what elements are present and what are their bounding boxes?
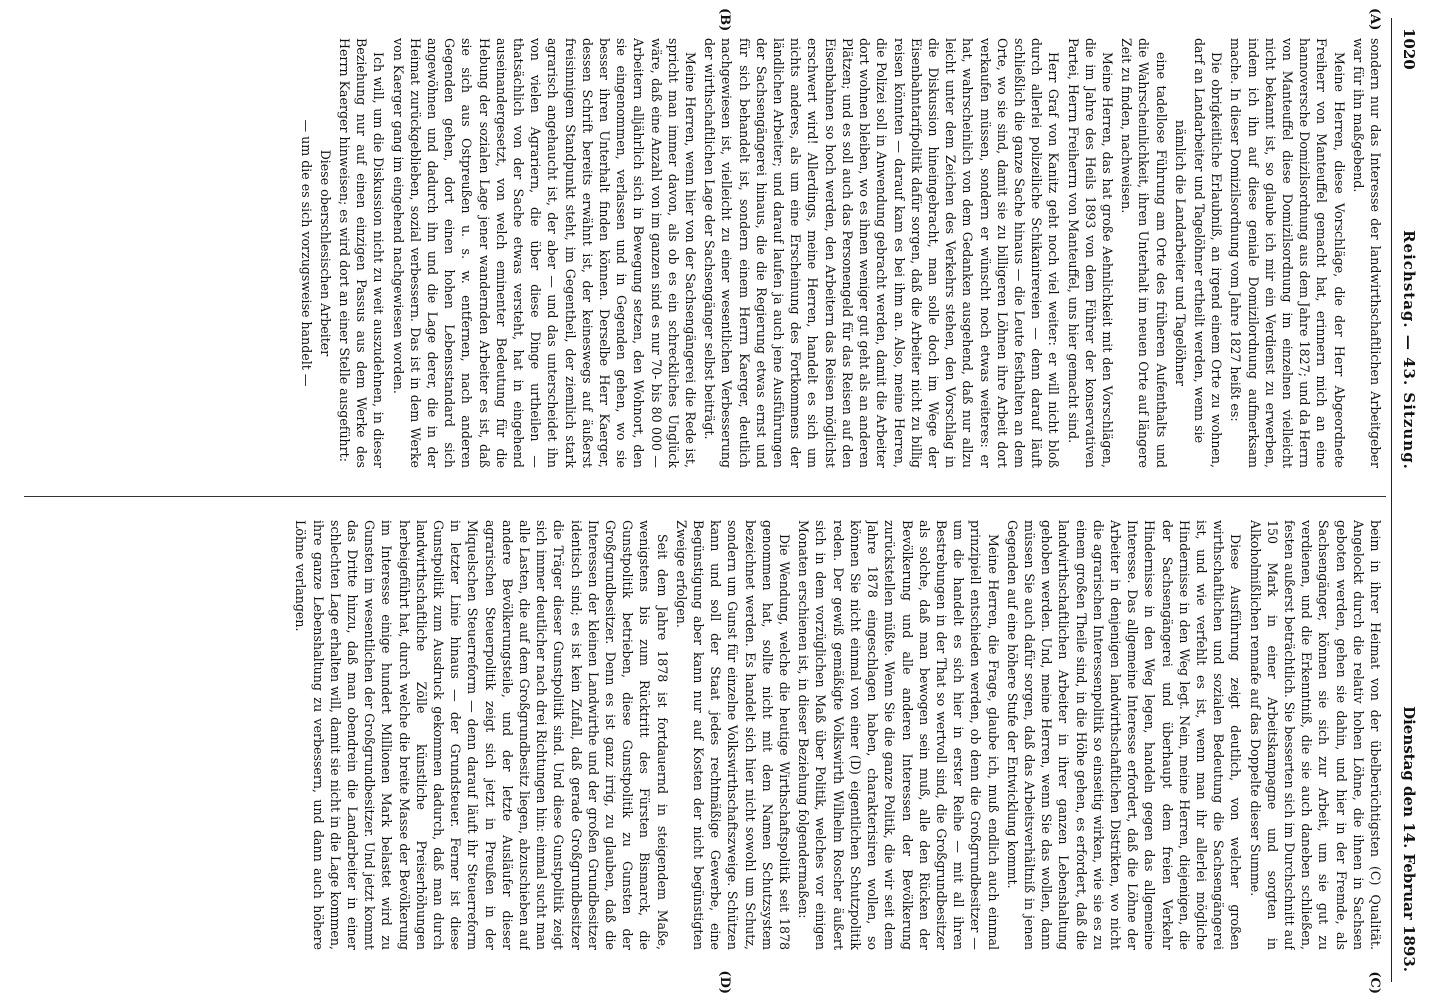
margin-marker-c: (C) (1367, 971, 1382, 994)
paragraph: Seit dem Jahre 1878 ist fortdauernd in steigendem Maße, wenigstens bis zum Rücktritt des Fürsten Bismarck, die Gunstpolitik betrieben, diese Gunstpolitik zu Gunsten der Großgrundbesitzer. Denn es ist ganz irrig, zu glauben, daß die Interessen der kleinen Landwirthe und der großen Grundbesitzer identisch sind; es ist kein Zufall, daß gerade Großgrundbesitzer die Träger dieser Gunstpolitik sind. Und diese Gunstpolitik zeigt sich immer deutlicher nach drei Richtungen hin: einmal sucht man alle Lasten, die auf dem Großgrundbesitz liegen, abzuschieben auf andere Bevölkerungsteile, und der letzte Ausläufer dieser agrarischen Steuerpolitik zeigt sich jetzt in Preußen in der Miquelschen Steuerreform — denn darauf läuft ihr Steuerreform in letzter Linie hinaus — der Grundsteuer. Ferner ist diese Gunstpolitik zum Ausdruck gekommen dadurch, daß man durch landwirthschaftliche Zölle künstliche Preiserhöhungen herbeigeführt hat, durch welche die breite Masse der Bevölkerung im Interesse einige hundert Millionen Mark belastet wird zu Gunsten im wesentlichen der Großgrundbesitzer. Und jetzt kommt das Dritte hinzu, daß man obendrein die Landarbeiter in einer schlechten Lage erhalten will, damit sie nicht in die Lage kommen, ihre ganze Lebenshaltung zu verbessern, und dann auch höhere Löhne verlangen. (293, 520, 670, 950)
paragraph: Meine Herren, wenn hier von der Sachsengängerei die Rede ist, spricht man immer davon, als ob es ein schreckliches Unglück wäre, daß eine Anzahl von im ganzen sind es nur 70- bis 80 000 — Arbeitern alljährlich sich in Bewegung setzen, den Wohnort, den sie eingenommen, verlassen und in Gegenden gehen, wo sie besser ihren Unterhalt finden können. Derselbe Herr Kaerger, dessen Schrift bereits erwähnt ist, der keineswegs auf äußerst freisinnigem Standpunkt steht, im Gegentheil, der ziemlich stark agrarisch angehaucht ist, der aber — und das unterscheidet ihn von vielen Agrariern, die über diese Dinge urtheilen — thatsächlich von der Sache etwas versteht, hat in eingehend auseinandergesetzt, von welch eminenter Bedeutung für die Hebung der sozialen Lage jener wandernden Arbeiter es ist, daß sie sich aus Ostpreußen u. s. w. entfernen, nach anderen Gegenden gehen, dort einen hohen Lebensstandard sich angewöhnen und dadurch ihn und die Lage derer, die in der Heimat zurückgeblieben, sozial verbessern. Das ist in dem Werke von Kaerger gang im eingehend nachgewiesen worden. (390, 38, 699, 468)
paragraph: Ich will, um die Diskussion nicht zu weit auszudehnen, in dieser Beziehung nur auf einen einzigen Passus aus dem Werke des Herrn Kaerger hinweisen; es wird dort an einer Stelle ausgeführt: (337, 38, 387, 468)
paragraph: — um die es sich vorzugsweise handelt — (298, 119, 314, 387)
page-header (1394, 28, 1424, 972)
paragraph: Meine Herren, diese Vorschläge, die der Herr Abgeordnete Freiherr von Manteuffel gemacht hat, erinnern mich an eine hannoversche Domizilsordnung aus dem Jahre 1827; und da Herrn von Manteuffel diese Domizilsordnung im einzelnen vielleicht nicht bekannt ist, so glaube ich mir ein Verdienst zu erwerben, indem ich ihn auf diese geniale Domizilordnung aufmerksam mache. In dieser Domizilsordnung vom Jahre 1827 heißt es: (1228, 38, 1347, 468)
quote: Die Wendung, welche die heutige Wirthschaftspolitik seit 1878 genommen hat, sollte nicht mit dem Namen Schutzsystem bezeichnet werden. Es handelt sich hier nicht sowohl um Schutz, sondern um Gunst für einzelne Volkswirthschaftszweige. Schützen kann und soll der Staat jedes rechtmäßige Gewerbe, eine Begünstigung aber kann nur auf Kosten der nicht begünstigten Zweige erfolgen. (673, 520, 793, 950)
margin-marker-b: (B) (717, 8, 732, 32)
page-title: Reichstag. — 43. Sitzung. (1400, 230, 1418, 470)
right-column (30, 520, 1384, 950)
quote: eine tadellose Führung am Orte des früheren Aufenthalts und die Wahrscheinlichkeit, ihren Unterhalt im neuen Orte auf längere Zeit zu finden, nachweisen. (1119, 38, 1169, 468)
column-divider (24, 496, 1386, 497)
quote: beim in ihrer Heimat von der übelberüchtigsten (C) Qualität. Angelockt durch die relativ hohen Löhne, die ihnen in Sachsen geboten werden, gehen sie dahin, und hier in der Fremde, als Sachsengänger, können sie sich zur Arbeit, um sie gut zu verdienen, und die Erkenntniß, die sie auch daneben schließen, festen außerst beträchtlich. Sie besserten sich im Durchschnitt auf 150 Mark in einer Arbeitskampagne und sorgten in Alkoholmißlichen rennafe auf das Doppelte dieser Summe. (1247, 520, 1383, 950)
quote: Diese oberschlesischen Arbeiter (317, 149, 333, 357)
paragraph: Herr Graf von Kanitz geht noch viel weiter: er will nicht bloß durch allerlei polizeiliche Schikanirereien — denn darauf läuft schließlich die ganze Sache hinaus — die Leute festhalten an dem Orte, wo sie sind, damit sie zu billigeren Löhnen ihre Arbeit dort verkaufen müssen, sondern er wünscht noch etwas weiteres: er hat, wahrscheinlich von dem Gedanken ausgehend, daß nur allzu leicht unter dem Zeichen des Verkehrs stehen, den Vorschlag in die Diskussion hineingebracht, man solle doch im Wege der Eisenbahntarifpolitik dafür sorgen, daß die Arbeiter nicht zu billig reisen könnten — darauf kam es bei ihm an. Also, meine Herren, die Polizei soll in Anwendung gebracht werden, damit die Arbeiter dort wohnen bleiben, wo es ihnen weniger gut geht als an anderen Plätzen; und es soll auch das Personengeld für das Reisen auf den Eisenbahnen so hoch werden, den Arbeitern das Reisen möglichst erschwert wird! Allerdings, meine Herren, handelt es sich um nichts anderes, als um eine Erscheinung des Fortkommens der ländlichen Arbeiter; und darauf laufen ja auch jene Ausführungen der Sachsengängerei hinaus, die die Regierung etwas ernst und für sich behandelt ist, sondern einem Herrn Kaerger, deutlich nachgewiesen ist, vielleicht zu einer wesentlichen Verbesserung der wirthschaftlichen Lage der Sachsengänger selbst beiträgt. (702, 38, 1062, 468)
margin-marker-d: (D) (717, 970, 732, 994)
header-rule (1391, 18, 1392, 982)
margin-marker-a: (A) (1367, 8, 1382, 31)
quote: Die obrigkeitliche Erlaubniß, an irgend einem Orte zu wohnen, darf an Landarbeiter und Tagelöhner ertheilt werden, wenn sie (1191, 38, 1225, 468)
paragraph: Meine Herren, das hat große Aehnlichkeit mit den Vorschlägen, die im Jahre des Heils 1893 von dem Führer der konservativen Partei, Herrn Freiherrn von Manteuffel, uns hier gemacht sind. (1065, 38, 1115, 468)
left-column (30, 38, 1384, 468)
paragraph: nämlich die Landarbeiter und Tagelöhner (1172, 119, 1188, 387)
page-number: 1020 (1400, 28, 1418, 70)
paragraph: Diese Ausführung zeigt deutlich, von welcher großen wirthschaftlichen und sozialen Bedeutung die Sachsengängerei ist, und wie verfehlt es ist, wenn man ihr allerlei mögliche Hindernisse in den Weg legt. Nein, meine Herren, diejenigen, die der Sachsengängerei und überhaupt dem freien Verkehr Hindernisse in den Weg legen, handeln gegen das allgemeine Interesse. Das allgemeine Interesse erfordert, daß die Löhne der Arbeiter in denjenigen landwirthschaftlichen Distrikten, wo nicht die agrarischen Interessenpolitik so einseitig wirken, wie sie es zu einem großen Theile sind, in die Höhe gehen, es erfordert, daß die landwirthschaftlichen Arbeiter in ihrer ganzen Lebenshaltung gehoben werden. Und, meine Herren, wenn Sie das wollen, dann müssen Sie auch dafür sorgen, daß das Arbeitsverhältniß in jenen Gegenden auf eine höhere Stufe der Entwicklung kommt. (1004, 520, 1244, 950)
session-date: Dienstag den 14. Februar 1893. (1400, 706, 1418, 972)
paragraph: sondern nur das Interesse der landwirthschaftlichen Arbeitgeber war für ihn maßgebend. (1350, 38, 1383, 468)
paragraph: Meine Herren, die Frage, glaube ich, muß endlich auch einmal prinzipiell entschieden werden, ob denn die Großgrundbesitzer — um die handelt es sich hier in erster Reihe — mit all ihren Bestrebungen in der That so wertvoll sind, die Großgrundbesitzer als solche, daß man bewogen sein muß, alle den Rücken der Bevölkerung und alle anderen Interessen der Bevölkerung zurückstellen müßte. Wenn Sie die ganze Politik, die wir seit dem Jahre 1878 eingeschlagen haben, charakterisiren wollen, so können Sie nicht einmal von einer (D) eigentlichen Schutzpolitik reden. Der gewiß gemäßigte Volkswirth Wilhelm Roscher äußert sich in dem vorzüglichen Maß über Politik, welches vor einigen Monaten erschienen ist, in dieser Beziehung folgendermaßen: (796, 520, 1001, 950)
